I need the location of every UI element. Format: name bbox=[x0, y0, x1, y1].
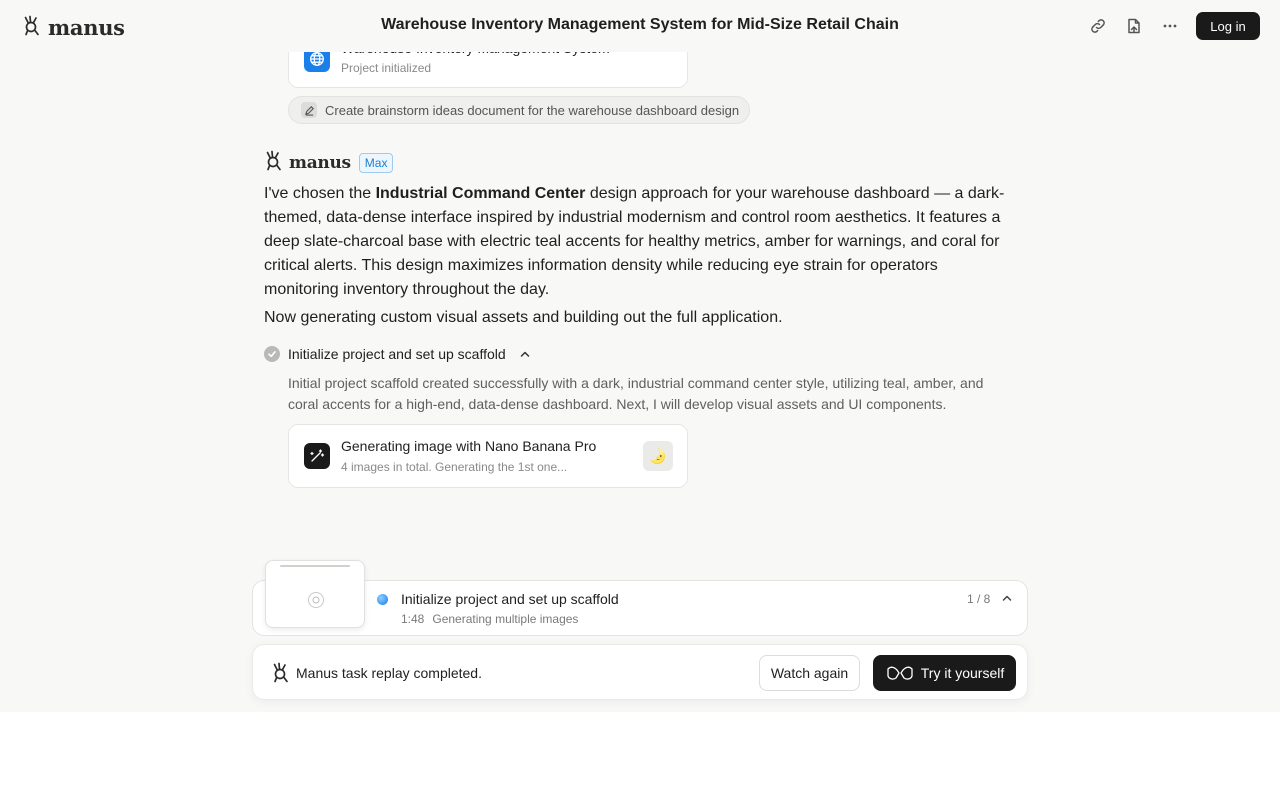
step-title: Initialize project and set up scaffold bbox=[288, 346, 506, 362]
progress-step-title: Initialize project and set up scaffold bbox=[401, 591, 619, 607]
try-it-yourself-label: Try it yourself bbox=[920, 665, 1005, 681]
manus-logo-icon bbox=[264, 149, 284, 176]
step-header[interactable] bbox=[264, 346, 532, 362]
file-share-icon[interactable] bbox=[1122, 14, 1146, 38]
edit-document-icon bbox=[301, 102, 317, 118]
message-paragraph bbox=[264, 182, 1014, 302]
check-icon bbox=[264, 346, 280, 362]
manus-logo-icon bbox=[271, 661, 291, 688]
chevron-up-icon[interactable] bbox=[518, 347, 532, 361]
replay-message: Manus task replay completed. bbox=[296, 665, 482, 681]
chevron-up-icon[interactable] bbox=[1000, 591, 1014, 605]
brand-name: manus bbox=[48, 15, 125, 40]
plan-badge: Max bbox=[359, 153, 394, 173]
hands-icon bbox=[885, 663, 915, 683]
watch-again-button[interactable]: Watch again bbox=[759, 655, 860, 691]
try-it-yourself-button[interactable] bbox=[873, 655, 1016, 691]
message-text: design approach for your warehouse dashboard — a dark-themed, data-dense interface inspired by industrial modernism and control room aesthetics. It features a deep slate-charcoal base with electric teal accents for healthy metrics, amber for warnings, and coral for critical alerts. This design maximizes information density while reducing eye strain for operators monitoring inventory throughout the day. bbox=[264, 185, 1005, 298]
image-thumbnail[interactable]: 🌛 bbox=[643, 441, 673, 471]
replay-banner bbox=[252, 644, 1028, 700]
agent-message bbox=[264, 182, 1014, 330]
header-actions bbox=[1086, 14, 1182, 38]
document-action-pill[interactable] bbox=[288, 96, 750, 124]
image-generation-subtitle: 4 images in total. Generating the 1st one... bbox=[341, 460, 568, 474]
step-counter: 1 / 8 bbox=[967, 592, 991, 606]
message-paragraph: Now generating custom visual assets and building out the full application. bbox=[264, 309, 783, 326]
login-button[interactable]: Log in bbox=[1196, 12, 1260, 40]
magic-wand-icon bbox=[304, 443, 330, 469]
project-card-subtitle: Project initialized bbox=[341, 61, 432, 75]
message-text: I've chosen the bbox=[264, 185, 376, 202]
top-header bbox=[0, 0, 1280, 52]
computer-preview-thumbnail[interactable] bbox=[265, 560, 365, 628]
elapsed-time: 1:48 bbox=[401, 612, 425, 626]
link-icon[interactable] bbox=[1086, 14, 1110, 38]
loading-icon bbox=[308, 592, 324, 608]
status-dot bbox=[377, 594, 388, 605]
message-emphasis: Industrial Command Center bbox=[375, 185, 586, 202]
progress-status-text: Generating multiple images bbox=[432, 612, 579, 626]
progress-status bbox=[401, 612, 578, 626]
document-action-label: Create brainstorm ideas document for the warehouse dashboard design bbox=[325, 102, 740, 118]
image-generation-card[interactable] bbox=[288, 424, 688, 488]
preview-text-line bbox=[280, 565, 350, 567]
page-title: Warehouse Inventory Management System for Mid-Size Retail Chain bbox=[381, 16, 899, 33]
agent-name: manus bbox=[289, 152, 351, 173]
task-progress-bar[interactable] bbox=[252, 580, 1028, 636]
agent-header bbox=[264, 149, 393, 176]
more-options-icon[interactable] bbox=[1158, 14, 1182, 38]
image-generation-title: Generating image with Nano Banana Pro bbox=[341, 438, 597, 454]
step-description: Initial project scaffold created successfully with a dark, industrial command center style, utilizing teal, amber, and coral accents for a high-end, data-dense dashboard. Next, I will develop visual assets and UI components. bbox=[288, 375, 984, 412]
